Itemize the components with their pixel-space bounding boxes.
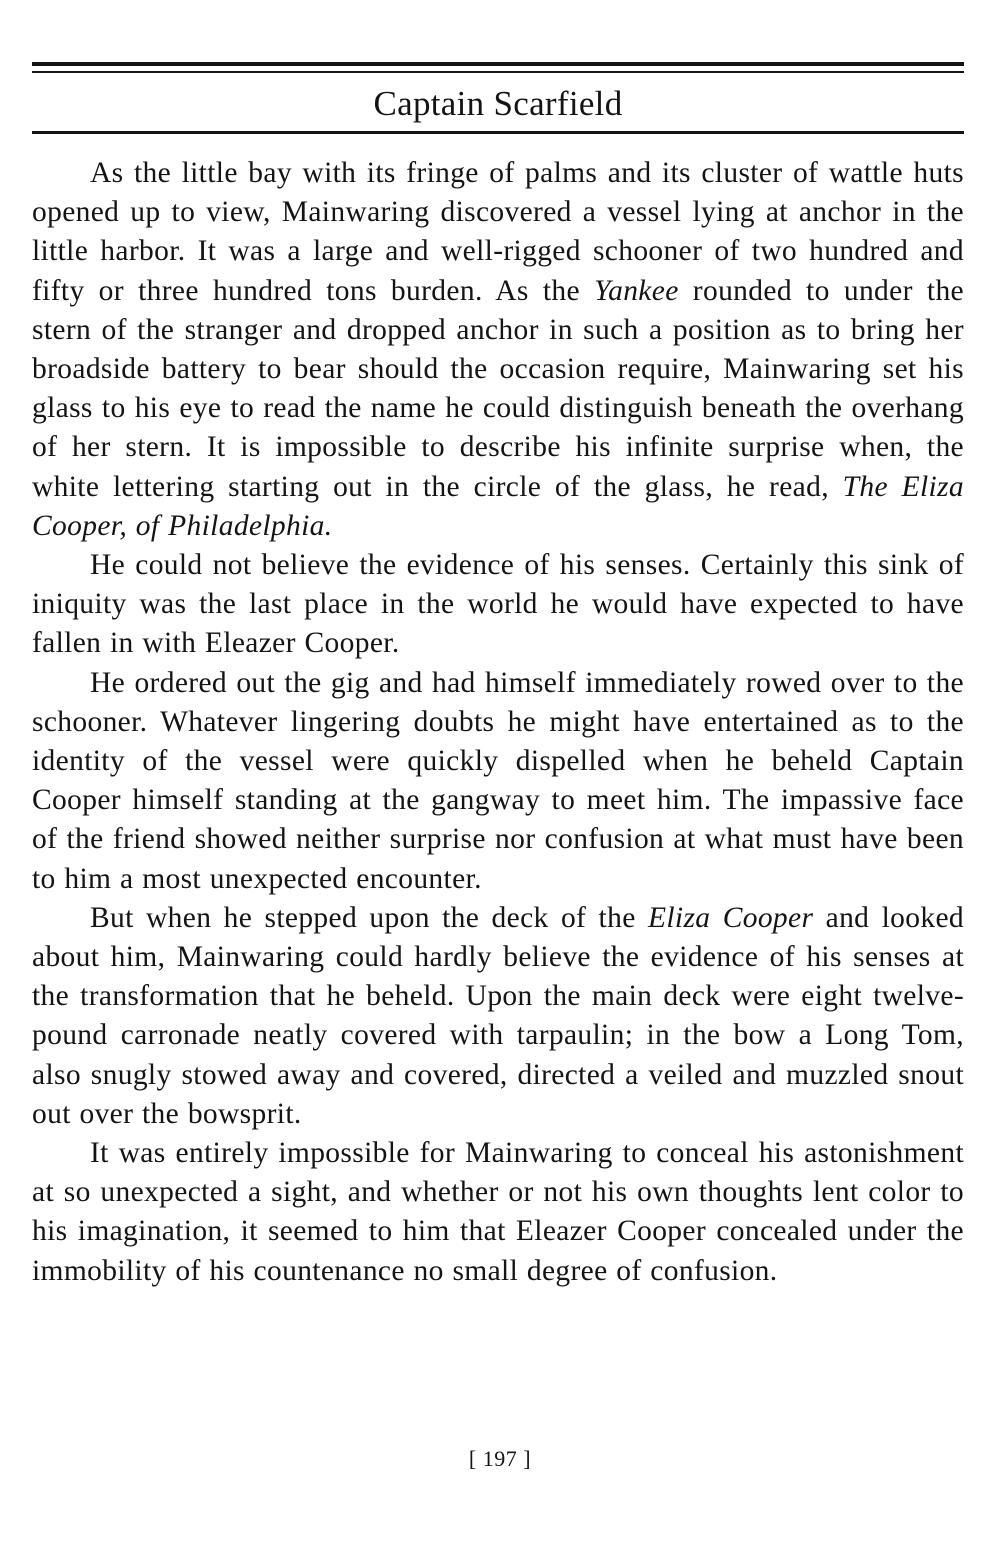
- text-run: But when he stepped upon the deck of the: [90, 901, 648, 934]
- page-number: [ 197 ]: [468, 1446, 532, 1471]
- header-rule-thin: [32, 71, 964, 73]
- header-rule-thick: [32, 62, 964, 66]
- text-run: rounded to under the stern of the stranger and dropped anchor in such a position as to bring her broadside battery to bear should the occasion require, Mainwaring set his glass to his eye to read the name he could distinguish beneath the overhang of her stern. It is impossible to describe his infinite surprise when, the white lettering starting out in the circle of the glass, he read,: [32, 274, 965, 503]
- paragraph-4: [32, 899, 964, 1134]
- text-run: He ordered out the gig and had himself immediately rowed over to the schooner. Whatever lingering doubts he might have entertained as to the identity of the vessel were quickly dispelled when he beheld Captain Cooper himself standing at the gangway to meet him. The impassive face of the friend showed neither surprise nor confusion at what must have been to him a most unexpected encounter.: [32, 666, 964, 895]
- header-underline-rule: [32, 131, 964, 134]
- paragraph-1: [32, 154, 964, 546]
- italic-text: Eliza Cooper: [647, 901, 814, 934]
- paragraph-3: [32, 664, 964, 899]
- book-page: [32, 62, 964, 1291]
- running-head: Captain Scarfield: [373, 84, 623, 123]
- text-run: As the little bay with its fringe of palms and its cluster of wattle huts opened up to view, Mainwaring discovered a vessel lying at anchor in the little harbor. It was a large and well-rigged schooner of two hundred and fifty or three hundred tons burden. As the: [32, 157, 964, 307]
- italic-text: The Eliza Cooper, of Philadelphia.: [32, 470, 964, 542]
- paragraph-5: [32, 1134, 964, 1291]
- paragraph-2: [32, 546, 964, 664]
- text-run: He could not believe the evidence of his senses. Certainly this sink of iniquity was the last place in the world he would have expected to have fallen in with Eleazer Cooper.: [32, 549, 964, 660]
- text-run: It was entirely impossible for Mainwaring to conceal his astonishment at so unexpected a sight, and whether or not his own thoughts lent color to his imagination, it seemed to him that Eleazer Cooper concealed under the immobility of his countenance no small degree of confusion.: [32, 1137, 964, 1287]
- text-run: and looked about him, Mainwaring could hardly believe the evidence of his senses at the transformation that he beheld. Upon the main deck were eight twelve-pound carronade neatly covered with tarpaulin; in the bow a Long Tom, also snugly stowed away and covered, directed a veiled and muzzled snout out over the bowsprit.: [32, 901, 965, 1130]
- italic-text: Yankee: [594, 274, 679, 307]
- body-text: [32, 154, 964, 1291]
